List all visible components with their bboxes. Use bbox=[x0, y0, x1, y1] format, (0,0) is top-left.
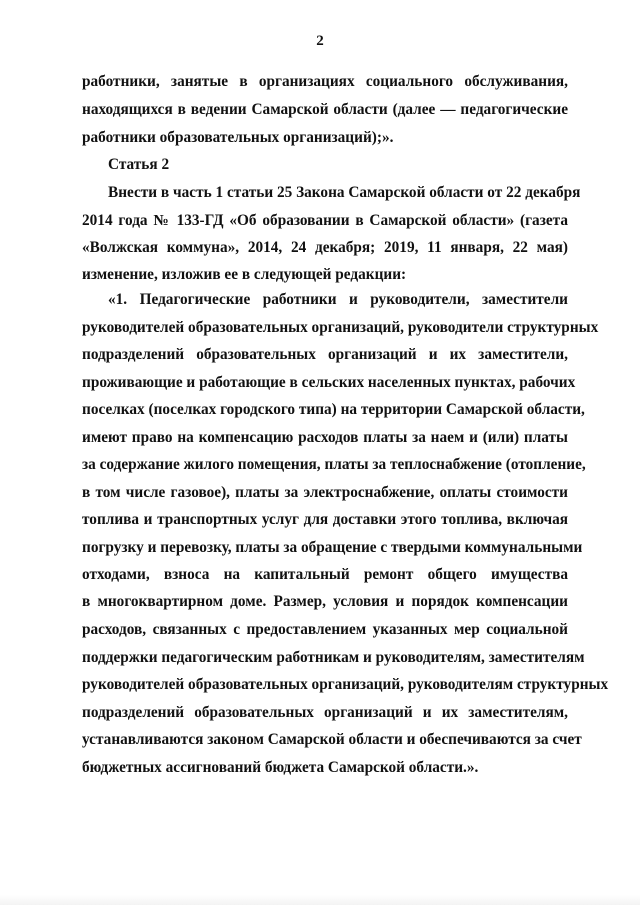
text-line: подразделений образовательных организаций и их заместителям, bbox=[82, 704, 568, 721]
text-line: изменение, изложив ее в следующей редакции: bbox=[82, 266, 407, 283]
article-heading: Статья 2 bbox=[108, 156, 170, 173]
text-line: «1. Педагогические работники и руководители, заместители bbox=[108, 291, 568, 308]
page-number: 2 bbox=[316, 33, 324, 49]
text-line: отходами, взноса на капитальный ремонт общего имущества bbox=[82, 566, 568, 583]
text-line: за содержание жилого помещения, платы за теплоснабжение (отопление, bbox=[82, 456, 586, 473]
text-line: Внести в часть 1 статьи 25 Закона Самарской области от 22 декабря bbox=[108, 184, 581, 201]
text-line: находящихся в ведении Самарской области (далее — педагогические bbox=[82, 101, 568, 118]
text-line: проживающие и работающие в сельских населенных пунктах, рабочих bbox=[82, 374, 576, 391]
text-line: в многоквартирном доме. Размер, условия и порядок компенсации bbox=[82, 593, 568, 610]
text-line: руководителей образовательных организаций, руководители структурных bbox=[82, 319, 599, 336]
text-line: бюджетных ассигнований бюджета Самарской области.». bbox=[82, 759, 479, 776]
text-line: работники образовательных организаций);». bbox=[82, 129, 394, 146]
text-line: поддержки педагогическим работникам и руководителям, заместителям bbox=[82, 649, 585, 666]
text-line: руководителей образовательных организаций, руководителям структурных bbox=[82, 676, 609, 693]
text-line: погрузку и перевозку, платы за обращение с твердыми коммунальными bbox=[82, 539, 583, 556]
text-line: устанавливаются законом Самарской области и обеспечиваются за счет bbox=[82, 731, 582, 748]
text-line: поселках (поселках городского типа) на территории Самарской области, bbox=[82, 401, 585, 418]
text-line: имеют право на компенсацию расходов платы за наем и (или) платы bbox=[82, 429, 568, 446]
text-line: работники, занятые в организациях социального обслуживания, bbox=[82, 73, 568, 90]
text-line: в том числе газовое), платы за электроснабжение, оплаты стоимости bbox=[82, 484, 568, 501]
page-bottom-edge bbox=[0, 895, 640, 905]
text-line: «Волжская коммуна», 2014, 24 декабря; 2019, 11 января, 22 мая) bbox=[82, 239, 568, 256]
text-line: расходов, связанных с предоставлением указанных мер социальной bbox=[82, 621, 568, 638]
text-line: топлива и транспортных услуг для доставки этого топлива, включая bbox=[82, 511, 568, 528]
text-line: подразделений образовательных организаций и их заместители, bbox=[82, 346, 568, 363]
text-line: 2014 года № 133-ГД «Об образовании в Самарской области» (газета bbox=[82, 212, 568, 229]
